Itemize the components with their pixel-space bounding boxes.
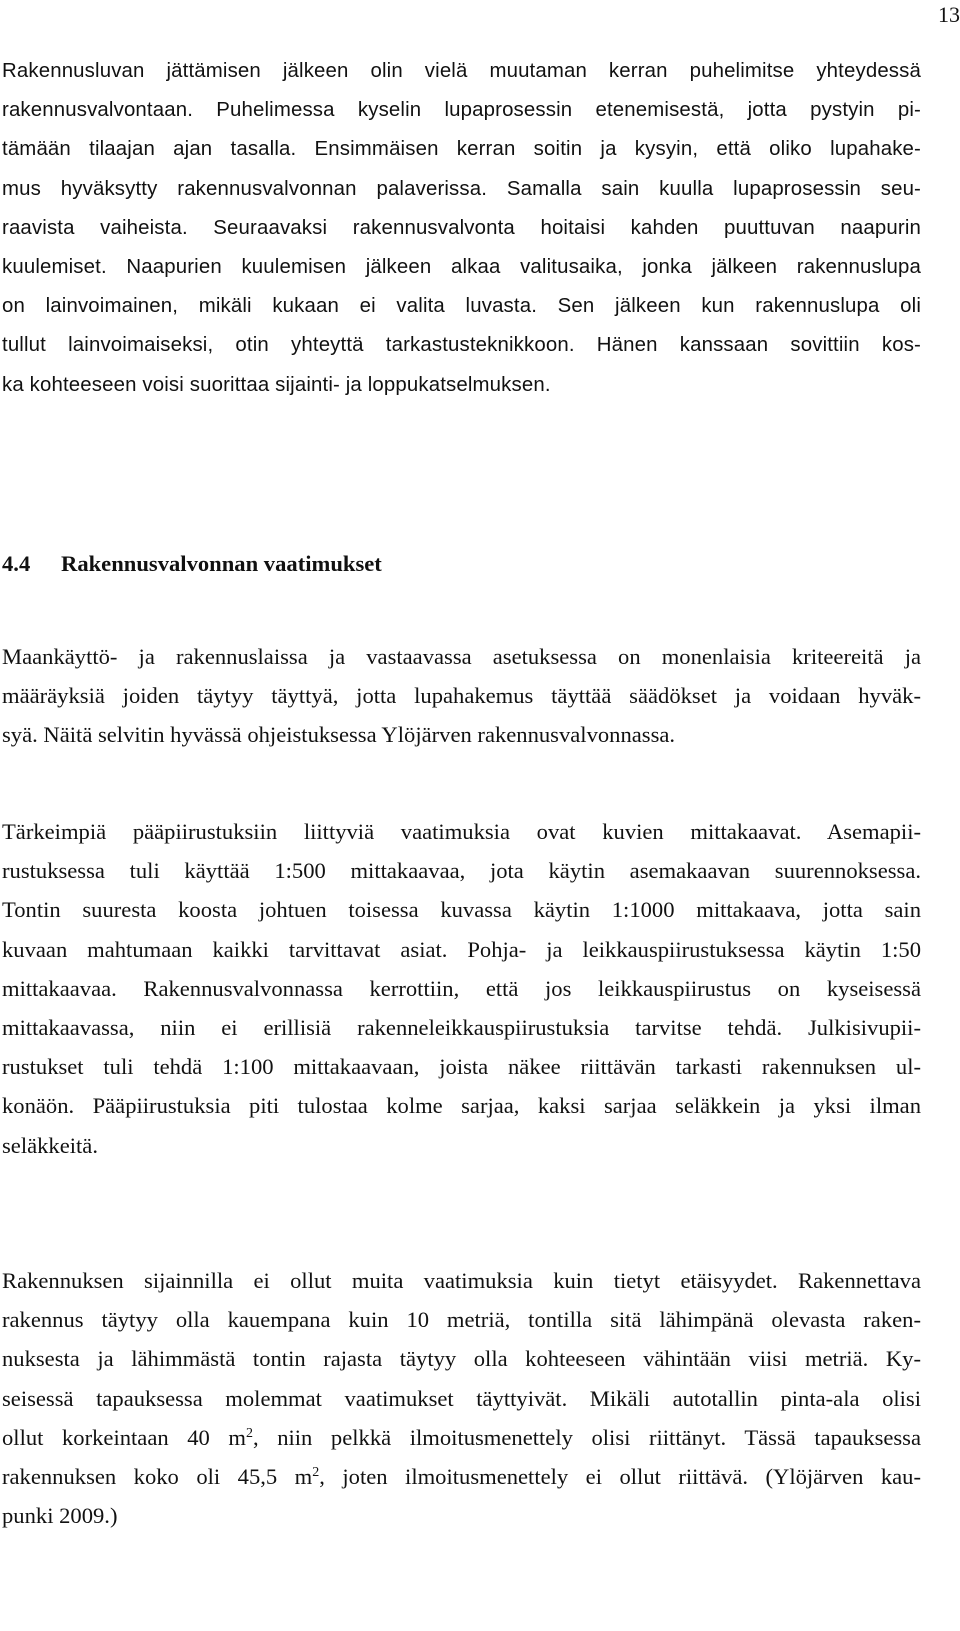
paragraph-drawing-scales bbox=[2, 812, 921, 1165]
paragraph-line: kuvaan mahtumaan kaikki tarvittavat asiat. Pohja- ja leikkauspiirustuksessa käytin 1:50 bbox=[2, 936, 921, 962]
paragraph-line bbox=[2, 1457, 921, 1496]
line-text: , joten ilmoitusmenettely ei ollut riittävä. (Ylöjärven kau- bbox=[319, 1464, 921, 1490]
intro-line: tullut lainvoimaiseksi, otin yhteyttä tarkastusteknikkoon. Hänen kanssaan sovittiin kos- bbox=[2, 334, 921, 357]
paragraph-line: syä. Näitä selvitin hyvässä ohjeistuksessa Ylöjärven rakennusvalvonnassa. bbox=[2, 722, 676, 748]
paragraph-line: Maankäyttö- ja rakennuslaissa ja vastaavassa asetuksessa on monenlaisia kriteereitä ja bbox=[2, 644, 921, 669]
intro-line: raavista vaiheista. Seuraavaksi rakennusvalvonta hoitaisi kahden puuttuvan naapurin bbox=[2, 216, 921, 239]
paragraph-line: rustuksessa tuli käyttää 1:500 mittakaavaa, jota käytin asemakaavan suurennoksessa. bbox=[2, 858, 921, 884]
intro-line: on lainvoimainen, mikäli kukaan ei valita luvasta. Sen jälkeen kun rakennuslupa oli bbox=[2, 295, 921, 318]
section-number: 4.4 bbox=[2, 551, 31, 576]
paragraph-line: seisessä tapauksessa molemmat vaatimukset täyttyivät. Mikäli autotallin pinta-ala olisi bbox=[2, 1385, 921, 1411]
section-heading bbox=[2, 549, 382, 579]
paragraph-line: määräyksiä joiden täytyy täyttyä, jotta lupahakemus täyttää säädökset ja voidaan hyväk- bbox=[2, 683, 921, 709]
intro-line: rakennusvalvontaan. Puhelimessa kyselin lupaprosessin etenemisestä, jotta pystyin pi- bbox=[2, 99, 921, 122]
paragraph-requirements bbox=[2, 637, 921, 755]
line-text: rakennuksen koko oli 45,5 m bbox=[2, 1464, 313, 1490]
paragraph-line bbox=[2, 1418, 921, 1457]
paragraph-line: rustukset tuli tehdä 1:100 mittakaavaan, joista näkee riittävän tarkasti rakennuksen ul- bbox=[2, 1054, 921, 1080]
superscript: 2 bbox=[245, 1425, 253, 1441]
paragraph-line: Rakennuksen sijainnilla ei ollut muita vaatimuksia kuin tietyt etäisyydet. Rakennettava bbox=[2, 1268, 921, 1293]
intro-line: tämään tilaajan ajan tasalla. Ensimmäisen kerran soitin ja kysyin, että oliko lupahake- bbox=[2, 138, 921, 161]
paragraph-line: seläkkeitä. bbox=[2, 1132, 98, 1158]
paragraph-line: nuksesta ja lähimmästä tontin rajasta täytyy olla kohteeseen vähintään viisi metriä. Ky- bbox=[2, 1346, 921, 1372]
intro-line: kuulemiset. Naapurien kuulemisen jälkeen alkaa valitusaika, jonka jälkeen rakennuslupa bbox=[2, 256, 921, 279]
intro-line: mus hyväksytty rakennusvalvonnan palaverissa. Samalla sain kuulla lupaprosessin seu- bbox=[2, 177, 921, 200]
line-text: ollut korkeintaan 40 m bbox=[2, 1424, 246, 1450]
paragraph-line: punki 2009.) bbox=[2, 1503, 118, 1529]
line-text: , niin pelkkä ilmoitusmenettely olisi riittänyt. Tässä tapauksessa bbox=[252, 1424, 922, 1450]
paragraph-line: Tontin suuresta koosta johtuen toisessa kuvassa käytin 1:1000 mittakaava, jotta sain bbox=[2, 897, 921, 923]
section-title: Rakennusvalvonnan vaatimukset bbox=[61, 551, 382, 576]
paragraph-line: rakennus täytyy olla kauempana kuin 10 metriä, tontilla sitä lähimpänä olevasta raken- bbox=[2, 1307, 921, 1333]
paragraph-line: konäön. Pääpiirustuksia piti tulostaa kolme sarjaa, kaksi sarjaa seläkkein ja yksi ilman bbox=[2, 1093, 921, 1119]
intro-line: Rakennusluvan jättämisen jälkeen olin vielä muutaman kerran puhelimitse yhteydessä bbox=[2, 60, 921, 82]
paragraph-location bbox=[2, 1261, 921, 1535]
superscript: 2 bbox=[312, 1465, 320, 1481]
paragraph-line: Tärkeimpiä pääpiirustuksiin liittyviä vaatimuksia ovat kuvien mittakaavat. Asemapii- bbox=[2, 819, 921, 844]
paragraph-line: mittakaavaa. Rakennusvalvonnassa kerrottiin, että jos leikkauspiirustus on kyseisessä bbox=[2, 975, 921, 1001]
paragraph-line: mittakaavassa, niin ei erillisiä rakenneleikkauspiirustuksia tarvitse tehdä. Julkisivupii- bbox=[2, 1015, 921, 1041]
intro-paragraph bbox=[2, 52, 921, 405]
intro-line: ka kohteeseen voisi suorittaa sijainti- ja loppukatselmuksen. bbox=[2, 373, 551, 396]
page-number: 13 bbox=[938, 2, 960, 27]
